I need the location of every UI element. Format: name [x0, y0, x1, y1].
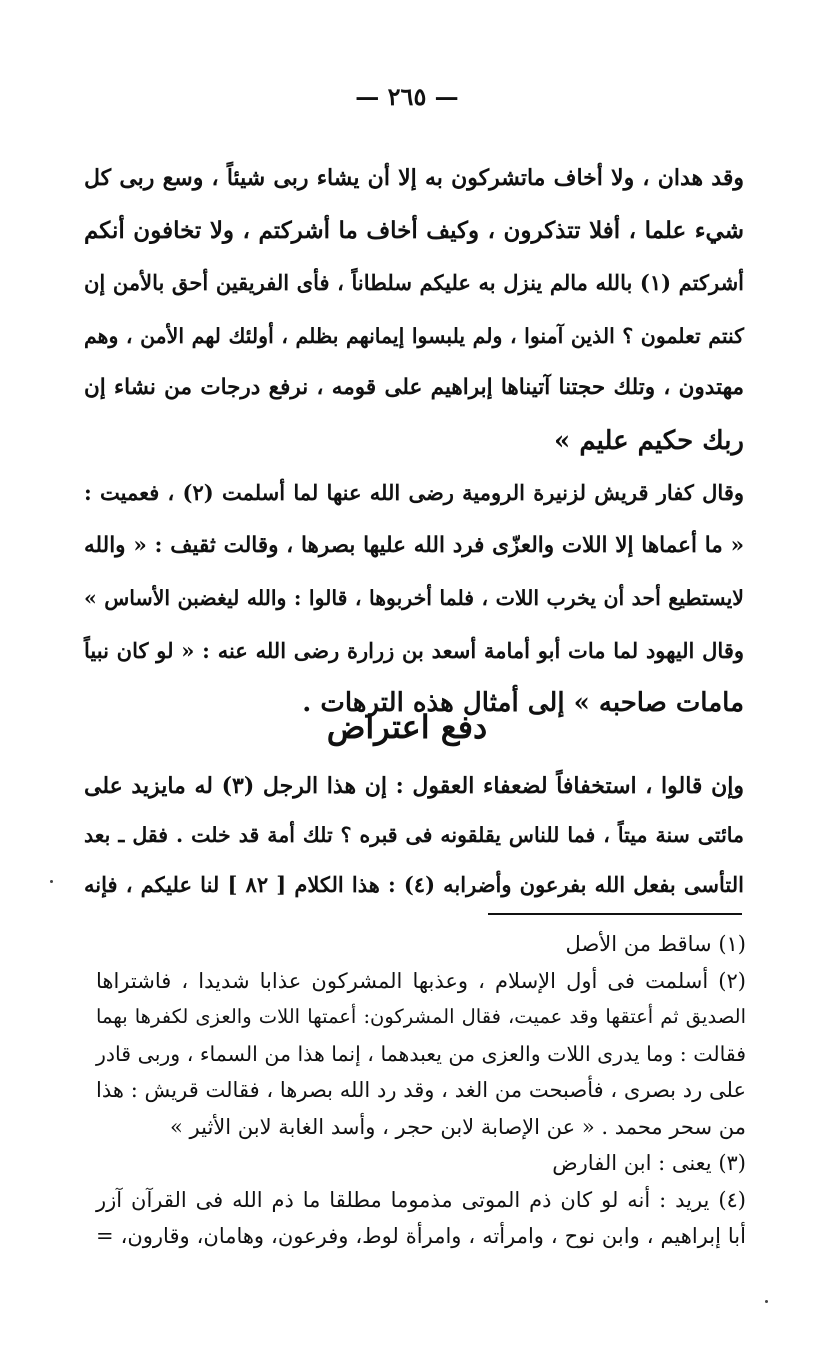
text-line: مائتى سنة ميتاً ، فما للناس يقلقونه فى قبره ؟ تلك أمة قد خلت . فقل ـ بعد [84, 823, 744, 847]
footnote-4 [96, 1182, 746, 1255]
text-line: لايستطيع أحد أن يخرب اللات ، فلما أخربوها ، قالوا : والله ليغضبن الأساس » [84, 586, 744, 610]
paragraph-quraysh [84, 467, 744, 730]
paragraph-objection [84, 762, 744, 909]
scan-speck [50, 880, 53, 883]
text-line: « ما أعماها إلا اللات والعزّى فرد الله عليها بصرها ، وقالت ثقيف : « والله [84, 532, 744, 558]
footnote-line: فقالت : وما يدرى اللات والعزى من يعبدهما ، إنما هذا من السماء ، وربى قادر [96, 1041, 746, 1066]
page-number: — ٢٦٥ — [355, 82, 459, 111]
footnote-2 [96, 963, 746, 1146]
text-line: مهتدون ، وتلك حجتنا آتيناها إبراهيم على قومه ، نرفع درجات من نشاء إن [84, 375, 744, 400]
footnote-line: (١) ساقط من الأصل [565, 932, 746, 956]
footnote-divider [488, 913, 742, 915]
text-line: وإن قالوا ، استخفافاً لضعفاء العقول : إن هذا الرجل (٣) له مايزيد على [84, 773, 744, 799]
text-line: وقال كفار قريش لزنيرة الرومية رضى الله عنها لما أسلمت (٢) ، فعميت : [84, 480, 744, 505]
footnote-line: (٣) يعنى : ابن الفارض [552, 1151, 746, 1175]
scan-speck [765, 1300, 768, 1303]
main-text-continued [84, 762, 744, 909]
text-line: شيء علما ، أفلا تتذكرون ، وكيف أخاف ما أشركتم ، ولا تخافون أنكم [84, 216, 744, 244]
text-line: أشركتم (١) بالله مالم ينزل به عليكم سلطاناً ، فأى الفريقين أحق بالأمن إن [84, 270, 745, 295]
footnote-line: على رد بصرى ، فأصبحت من الغد ، وقد رد الله بصرها ، فقالت قريش : هذا [96, 1078, 746, 1102]
footnote-line: (٢) أسلمت فى أول الإسلام ، وعذبها المشركون عذابا شديدا ، فاشتراها [96, 968, 746, 993]
text-line: كنتم تعلمون ؟ الذين آمنوا ، ولم يلبسوا إيمانهم بظلم ، أولئك لهم الأمن ، وهم [84, 323, 744, 348]
text-line: ربك حكيم عليم » [554, 425, 744, 456]
paragraph-quran-quote [84, 152, 744, 467]
footnote-3 [96, 1145, 746, 1182]
text-line: التأسى بفعل الله بفرعون وأضرابه (٤) : هذا الكلام [ ٨٢ ] لنا عليكم ، فإنه [84, 872, 744, 897]
text-line: وقد هدان ، ولا أخاف ماتشركون به إلا أن يشاء ربى شيئاً ، وسع ربى كل [84, 165, 744, 191]
footnote-line: الصديق ثم أعتقها وقد عميت، فقال المشركون: أعمتها اللات والعزى لكفرها بهما [96, 1005, 746, 1028]
footnote-line: من سحر محمد . « عن الإصابة لابن حجر ، وأسد الغابة لابن الأثير » [170, 1114, 746, 1139]
footnote-line: (٤) يريد : أنه لو كان ذم الموتى مذموما مطلقا ما ذم الله فى القرآن آزر [96, 1187, 746, 1212]
footnote-line: أبا إبراهيم ، وابن نوح ، وامرأته ، وامرأة لوط، وفرعون، وهامان، وقارون، = [96, 1224, 746, 1248]
main-text [84, 152, 744, 730]
text-line: وقال اليهود لما مات أبو أمامة أسعد بن زرارة رضى الله عنه : « لو كان نبياً [84, 637, 744, 663]
footnotes [96, 926, 746, 1255]
section-heading: دفع اعتراض [326, 708, 488, 746]
footnote-1 [96, 926, 746, 963]
text-line: مامات صاحبه » إلى أمثال هذه الترهات . [302, 688, 744, 718]
